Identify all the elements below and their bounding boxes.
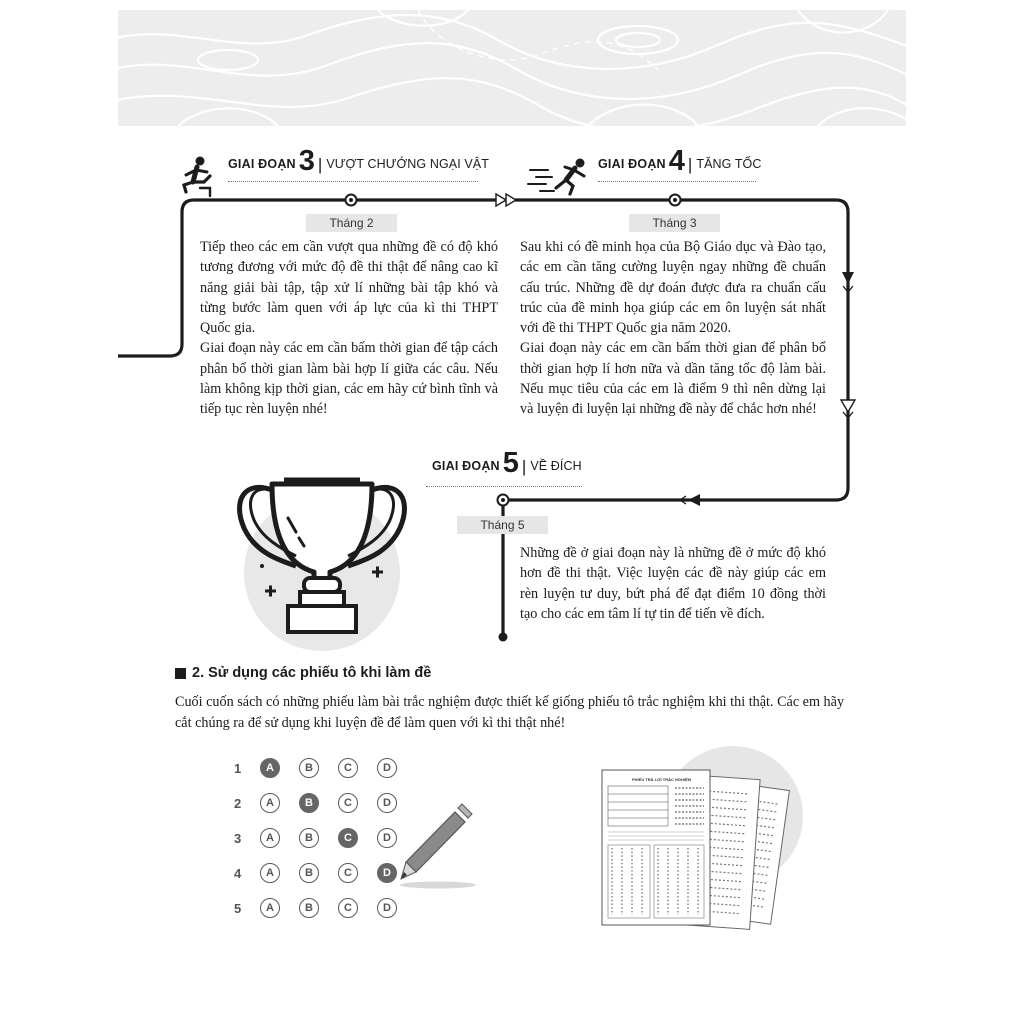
stage-3-description xyxy=(200,237,498,420)
option-bubble[interactable]: A xyxy=(260,863,280,883)
stage-4-month: Tháng 3 xyxy=(629,214,720,232)
option-bubble[interactable]: C xyxy=(338,758,358,778)
option-bubble[interactable]: D xyxy=(377,793,397,813)
option-bubble[interactable]: A xyxy=(260,898,280,918)
option-bubble[interactable]: D xyxy=(377,758,397,778)
answer-row xyxy=(226,756,416,780)
stage-5-underline xyxy=(426,486,582,488)
question-number: 3 xyxy=(234,830,242,846)
stage-4-name: TĂNG TỐC xyxy=(696,157,762,171)
stage-5-name: VỀ ĐÍCH xyxy=(530,459,582,473)
stage-3-name: VƯỢT CHƯỚNG NGẠI VẬT xyxy=(326,157,489,171)
option-bubble[interactable]: A xyxy=(260,758,280,778)
stage-3-paragraph: Giai đoạn này các em cần bấm thời gian để tập cách phân bổ thời gian làm bài hợp lí giữa các câu. Nếu làm không kịp thời gian, các em hãy cứ bình tĩnh và tiếp tục rèn luyện nhé! xyxy=(200,340,498,418)
stage-4-title xyxy=(598,145,762,177)
sprinter-icon xyxy=(528,159,585,195)
stage-3-number: 3 xyxy=(298,145,315,177)
trophy-icon xyxy=(240,480,405,651)
square-bullet-icon xyxy=(175,668,186,679)
option-bubble[interactable]: C xyxy=(338,793,358,813)
option-bubble[interactable]: A xyxy=(260,828,280,848)
stage-3-month: Tháng 2 xyxy=(306,214,397,232)
answer-row xyxy=(226,791,416,815)
option-bubble[interactable]: B xyxy=(299,758,319,778)
hurdle-runner-icon xyxy=(184,157,210,197)
option-bubble[interactable]: C xyxy=(338,828,358,848)
stage-5-title xyxy=(432,447,582,479)
question-number: 4 xyxy=(234,865,242,881)
track-end-dot xyxy=(499,633,508,642)
arrow-right-icon xyxy=(496,194,516,206)
stage-4-description xyxy=(520,237,826,420)
stage-4-paragraph: Sau khi có đề minh họa của Bộ Giáo dục và Đào tạo, các em cần tăng cường luyện ngay những đề chuẩn cấu trúc. Những đề dự đoán được đưa ra chuẩn cấu trúc của đề minh họa giúp các em ôn luyện sát nhất với đề thi THPT Quốc gia năm 2020. xyxy=(520,239,826,337)
question-number: 2 xyxy=(234,795,242,811)
option-bubble[interactable]: A xyxy=(260,793,280,813)
stage-4-divider: | xyxy=(687,155,693,174)
form-sheet-title: PHIẾU TRẢ LỜI TRẮC NGHIỆM xyxy=(632,777,691,782)
stage-3-paragraph: Tiếp theo các em cần vượt qua những đề có độ khó tương đương với mức độ đề thi thật để nâng cao kĩ năng giải bài tập, tập xử lí những bài tập khó và từng bước làm quen với áp lực của kì thi THPT Quốc gia. xyxy=(200,239,498,337)
stage-4-number: 4 xyxy=(668,145,685,177)
question-number: 5 xyxy=(234,900,242,916)
stage-5-month: Tháng 5 xyxy=(457,516,548,534)
section-title: 2. Sử dụng các phiếu tô khi làm đề xyxy=(192,665,432,681)
stage-4-underline xyxy=(598,181,756,183)
stage-3-divider: | xyxy=(317,155,323,174)
option-bubble[interactable]: B xyxy=(299,828,319,848)
option-bubble[interactable]: C xyxy=(338,898,358,918)
stage-5-description xyxy=(520,543,826,624)
option-bubble[interactable]: B xyxy=(299,793,319,813)
stage-5-divider: | xyxy=(521,457,527,476)
option-bubble[interactable]: D xyxy=(377,863,397,883)
option-bubble[interactable]: D xyxy=(377,898,397,918)
stage-5-number: 5 xyxy=(502,447,519,479)
option-bubble[interactable]: C xyxy=(338,863,358,883)
stage-5-word: GIAI ĐOẠN xyxy=(432,459,500,473)
stage-3-underline xyxy=(228,181,478,183)
section-heading xyxy=(175,665,431,681)
answer-row xyxy=(226,826,416,850)
stage-3-title xyxy=(228,145,489,177)
section-intro: Cuối cuốn sách có những phiếu làm bài trắc nghiệm được thiết kế giống phiếu tô trắc nghiệm khi thi thật. Các em hãy cắt chúng ra để sử dụng khi luyện đề để làm quen với kì thi thật nhé! xyxy=(175,694,845,731)
option-bubble[interactable]: B xyxy=(299,898,319,918)
option-bubble[interactable]: B xyxy=(299,863,319,883)
stage-3-word: GIAI ĐOẠN xyxy=(228,157,296,171)
answer-row xyxy=(226,861,416,885)
stage-4-word: GIAI ĐOẠN xyxy=(598,157,666,171)
question-number: 1 xyxy=(234,760,242,776)
answer-sheets-icon xyxy=(602,746,803,929)
stage-5-paragraph: Những đề ở giai đoạn này là những đề ở mức độ khó hơn đề thi thật. Việc luyện các đề này giúp các em rèn luyện tư duy, bứt phá để đạt điểm 10 đồng thời tạo cho các em tâm lí tự tin để tiến về đích. xyxy=(520,545,826,622)
stage-4-paragraph: Giai đoạn này các em cần bấm thời gian để phân bổ thời gian hợp lí hơn nữa và dần tăng tốc độ làm bài. Nếu mục tiêu của các em là điểm 9 thì nên dừng lại và luyện đi luyện lại những đề này để chắc hơn nhé! xyxy=(520,340,826,418)
answer-row xyxy=(226,896,416,920)
option-bubble[interactable]: D xyxy=(377,828,397,848)
